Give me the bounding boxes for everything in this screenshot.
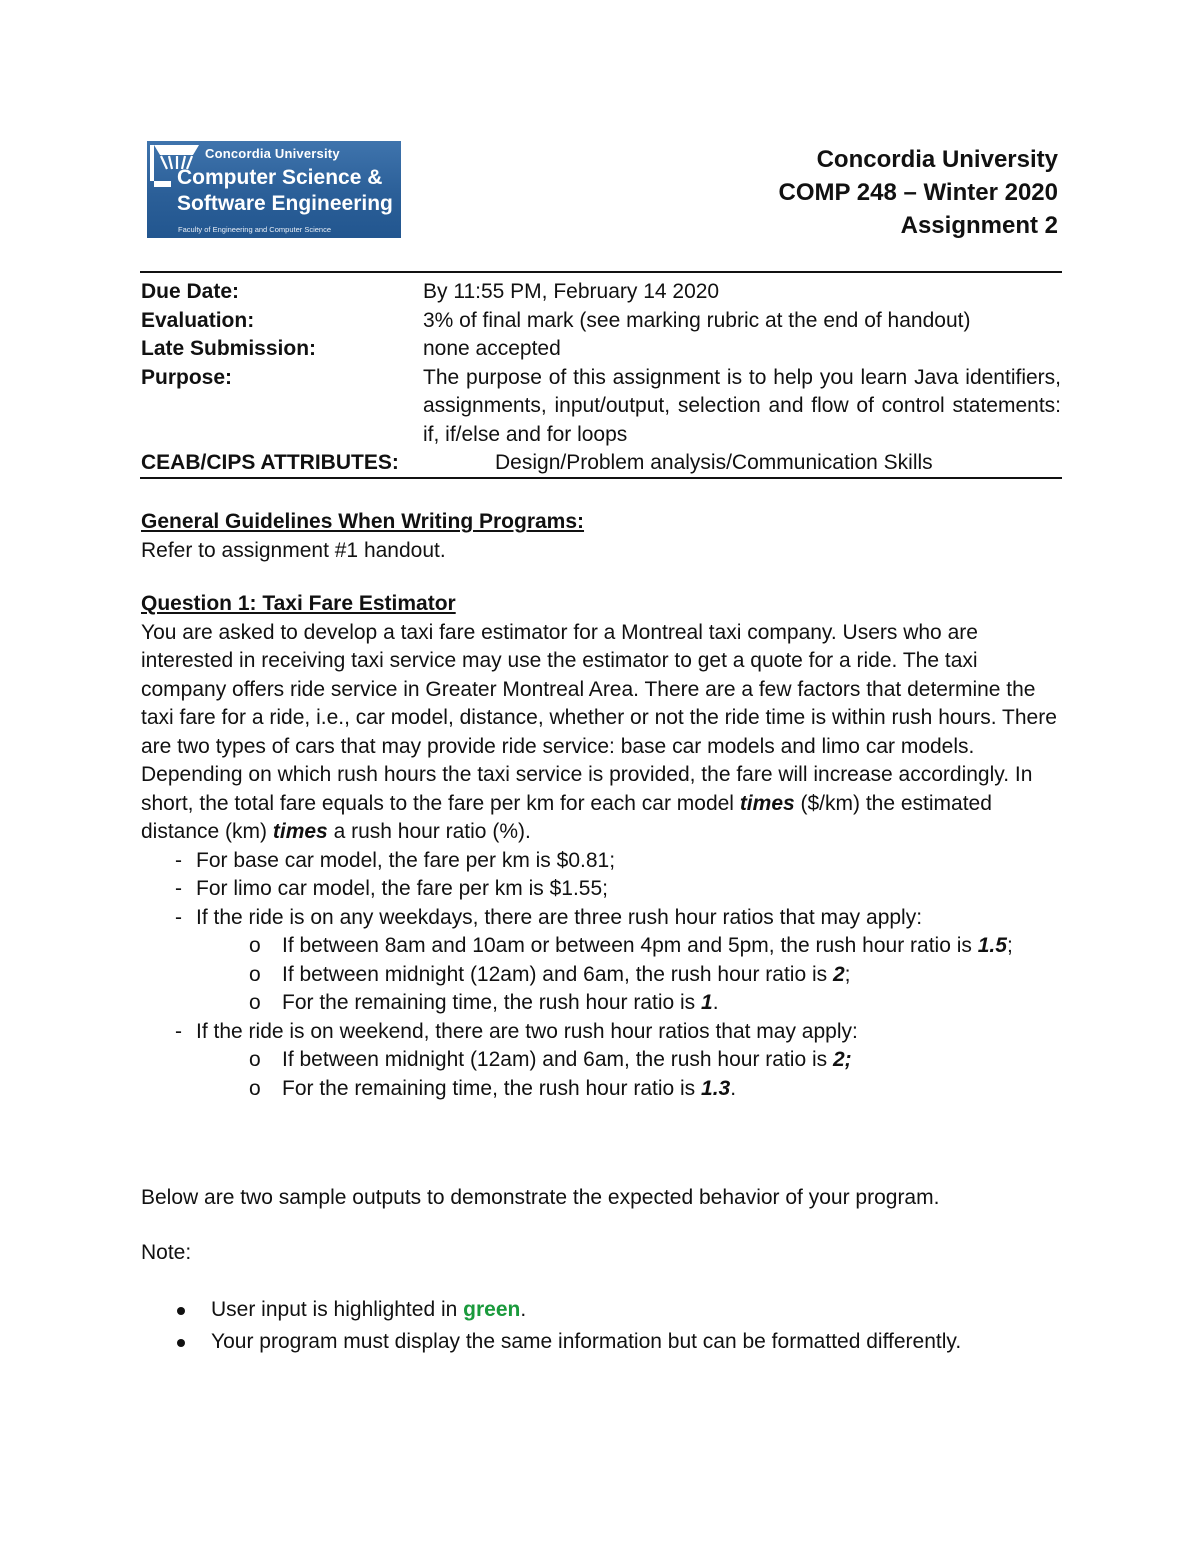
bullet-icon (177, 1339, 185, 1347)
assignment-info-table (141, 278, 1061, 478)
logo-university-name: Concordia University (205, 146, 340, 161)
sub-item-weekend-other (141, 1075, 1061, 1104)
header-course: COMP 248 – Winter 2020 (778, 179, 1058, 206)
circle-bullet-icon: o (249, 934, 261, 957)
info-row-evaluation (141, 307, 1061, 336)
question-1-heading: Question 1: Taxi Fare Estimator (141, 592, 456, 615)
description-part-1: You are asked to develop a taxi fare estimator for a Montreal taxi company. Users who are interested in receiving taxi service may use the estimator to get a quote for a ride. The taxi company offers ride service in Greater Montreal Area. There are a few factors that determine the taxi fare for a ride, i.e., car model, distance, whether or not the ride time is within rush hours. There are two types of cars that may provide ride service: base car models and limo car models. Depending on which rush hours the taxi service is provided, the fare will increase accordingly. In short, the total fare equals to the fare per km for each car model (141, 620, 1057, 815)
evaluation-value: 3% of final mark (see marking rubric at the end of handout) (423, 308, 971, 332)
question-1-section (141, 590, 1061, 1103)
document-header (779, 143, 1058, 242)
times-emphasis-1: times (739, 791, 795, 815)
weekday-night-ratio: 2 (832, 962, 845, 986)
base-fare-text: For base car model, the fare per km is $0.81; (196, 848, 616, 872)
weekday-night-text: If between midnight (12am) and 6am, the rush hour ratio is (282, 962, 833, 986)
guidelines-text: Refer to assignment #1 handout. (141, 538, 446, 562)
dash-marker: - (175, 848, 182, 872)
dash-marker: - (175, 1019, 182, 1043)
purpose-value: The purpose of this assignment is to help you learn Java identifiers, assignments, input/output, selection and flow of control statements: if, if/else and for loops (423, 365, 1061, 446)
question-1-description (141, 619, 1061, 847)
weekday-text: If the ride is on any weekdays, there are three rush hour ratios that may apply: (196, 905, 923, 929)
punctuation: ; (844, 962, 851, 986)
dash-marker: - (175, 877, 182, 900)
ceab-label: CEAB/CIPS ATTRIBUTES: (141, 451, 399, 474)
info-row-ceab (141, 449, 1061, 478)
guidelines-section (141, 508, 1061, 565)
note-item-user-input (141, 1296, 1061, 1325)
sub-item-weekend-night (141, 1046, 1061, 1075)
list-item-weekday (141, 904, 1061, 933)
department-logo (147, 141, 401, 238)
note-list (141, 1296, 1061, 1356)
info-row-purpose (141, 364, 1061, 450)
circle-bullet-icon: o (249, 1048, 261, 1071)
limo-fare-text: For limo car model, the fare per km is $1.55; (196, 877, 608, 900)
fare-rules-list (141, 847, 1061, 1104)
weekday-other-ratio: 1 (701, 991, 713, 1014)
punctuation: ; (1006, 934, 1013, 957)
description-part-3: a rush hour ratio (%). (327, 820, 531, 843)
note-2-text: Your program must display the same information but can be formatted differently. (211, 1329, 962, 1353)
ceab-value: Design/Problem analysis/Communication Skills (495, 451, 933, 474)
weekend-other-ratio: 1.3 (701, 1076, 731, 1100)
dash-marker: - (175, 905, 182, 929)
description-part-2: ($/km) the estimated distance (km) (141, 791, 992, 843)
note-item-formatting (141, 1328, 1031, 1357)
note-1-text: User input is highlighted in (211, 1298, 464, 1321)
weekend-text: If the ride is on weekend, there are two rush hour ratios that may apply: (196, 1019, 858, 1043)
list-item-limo-fare (141, 875, 1061, 904)
due-date-value: By 11:55 PM, February 14 2020 (423, 280, 720, 303)
green-highlight-word: green (463, 1298, 521, 1321)
punctuation: . (730, 1076, 737, 1100)
punctuation: . (712, 991, 719, 1014)
bullet-icon (177, 1307, 185, 1315)
info-row-late-submission (141, 335, 1061, 364)
evaluation-label: Evaluation: (141, 308, 255, 332)
note-label: Note: (141, 1241, 192, 1264)
weekday-other-text: For the remaining time, the rush hour ratio is (282, 991, 702, 1014)
times-emphasis-2: times (272, 820, 328, 843)
purpose-label: Purpose: (141, 365, 233, 389)
weekend-night-ratio: 2; (832, 1048, 852, 1071)
weekend-night-text: If between midnight (12am) and 6am, the rush hour ratio is (282, 1048, 833, 1071)
circle-bullet-icon: o (249, 991, 261, 1014)
late-submission-value: none accepted (423, 337, 561, 360)
guidelines-heading: General Guidelines When Writing Programs: (141, 510, 585, 533)
info-row-due-date (141, 278, 1061, 307)
sub-item-weekday-other (141, 989, 1061, 1018)
circle-bullet-icon: o (249, 962, 261, 986)
logo-faculty: Faculty of Engineering and Computer Science (178, 225, 332, 234)
note-section (141, 1239, 1061, 1268)
late-submission-label: Late Submission: (141, 337, 317, 360)
samples-intro (141, 1184, 1061, 1213)
list-item-weekend (141, 1018, 1061, 1047)
logo-line-1: Computer Science & (177, 166, 383, 189)
header-university: Concordia University (816, 146, 1058, 173)
punctuation: . (520, 1298, 527, 1321)
sub-item-weekday-night (141, 961, 1061, 990)
sub-item-weekday-rush (141, 932, 1061, 961)
top-divider (140, 271, 1062, 273)
circle-bullet-icon: o (249, 1076, 261, 1100)
bottom-divider (140, 477, 1062, 479)
weekend-other-text: For the remaining time, the rush hour ratio is (282, 1076, 702, 1100)
logo-line-2: Software Engineering (177, 192, 393, 215)
samples-text: Below are two sample outputs to demonstrate the expected behavior of your program. (141, 1186, 940, 1209)
header-assignment: Assignment 2 (900, 212, 1058, 239)
weekday-rush-text: If between 8am and 10am or between 4pm and 5pm, the rush hour ratio is (282, 934, 978, 957)
due-date-label: Due Date: (141, 280, 240, 303)
list-item-base-fare (141, 847, 1061, 876)
weekday-rush-ratio: 1.5 (977, 934, 1007, 957)
